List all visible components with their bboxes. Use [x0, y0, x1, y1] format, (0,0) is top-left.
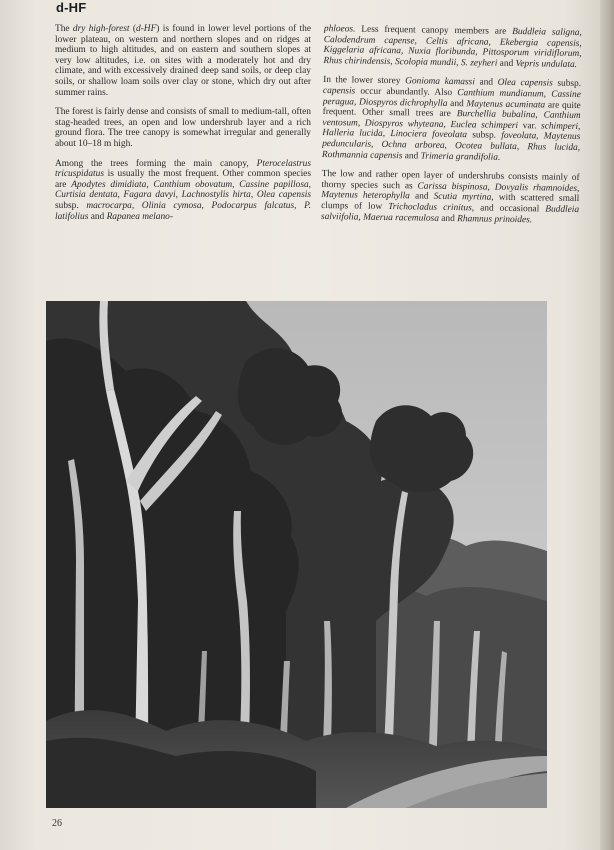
- text-run: The forest is fairly dense and consists of small to medium-tall, often stag-headed trees, an open and low undershrub layer and a rich ground flora. The tree canopy is somewhat irregular and generally about 10–18 m high.: [55, 107, 311, 149]
- text-run: occur abundantly. Also: [355, 86, 458, 99]
- text-run: and: [88, 211, 107, 222]
- text-run: are quite frequent. Other small trees are: [322, 100, 581, 120]
- section-code-heading: d-HF: [56, 0, 87, 15]
- italic-text-run: Vepris undulata.: [515, 58, 578, 70]
- italic-text-run: Maytenus acuminata: [466, 98, 546, 111]
- text-run: , with scattered small clumps of low: [321, 192, 580, 212]
- italic-text-run: Scutia myrtina: [433, 192, 492, 203]
- italic-text-run: Olea capensis: [497, 78, 553, 89]
- italic-text-run: Pterocelastrus tricuspidatus: [55, 158, 311, 180]
- text-run: subsp.: [552, 78, 582, 90]
- italic-text-run: d-HF: [135, 24, 157, 34]
- italic-text-run: phloeos.: [323, 24, 356, 35]
- italic-text-run: macrocarpa, Olinia cymosa, Podocarpus falcatus, P. latifolius: [55, 200, 311, 222]
- text-run: and: [447, 98, 467, 109]
- italic-text-run: Trichocladus crinitus: [388, 201, 472, 214]
- text-run: var.: [518, 120, 542, 132]
- text-column-left: [55, 24, 311, 279]
- paragraph: [55, 159, 311, 223]
- text-run: and: [402, 150, 421, 162]
- paragraph: [321, 169, 580, 226]
- text-run: ) is found in lower level portions of the lower plateau, on western and northern slopes and on ridges at medium to high altitudes, and on eastern and southern slopes at very low altitudes, i.e. on sites with a moderately hot and dry climate, and with excessively drained deep sand soils, or deep clay soils, or shallow loam soils over clay or stone, which dry out after summer rains.: [55, 24, 311, 98]
- italic-text-run: dry high-forest: [72, 24, 130, 34]
- italic-text-run: Buddleia salviifolia, Maerua racemulosa: [320, 204, 580, 224]
- paragraph: [55, 24, 311, 98]
- italic-text-run: capensis: [322, 85, 356, 97]
- italic-text-run: Rapanea melano-: [106, 211, 173, 222]
- text-run: , and occasional: [471, 203, 546, 215]
- page-number: 26: [52, 818, 62, 829]
- text-run: (: [129, 24, 136, 34]
- text-run: The low and rather open layer of undershrubs consists mainly of thorny species such as: [321, 169, 580, 192]
- text-run: and: [409, 191, 434, 203]
- text-run: In the lower storey: [323, 75, 406, 87]
- italic-text-run: foveolata, Maytenus peduncularis, Ochna arborea, Ocotea bullata, Rhus lucida, Rothmannia capensis: [321, 131, 581, 161]
- text-run: and: [438, 213, 458, 224]
- text-run: Less frequent canopy members are: [355, 24, 513, 37]
- italic-text-run: Gonioma kamassi: [405, 76, 475, 88]
- italic-text-run: Carissa bispinosa, Dovyalis rhamnoides, Maytenus heterophylla: [321, 181, 580, 202]
- italic-text-run: Trimeria grandifolia.: [420, 151, 501, 163]
- text-column-right: [320, 24, 582, 293]
- text-run: and: [497, 58, 516, 69]
- text-run: subsp.: [55, 200, 87, 211]
- text-run: subsp.: [466, 130, 502, 142]
- italic-text-run: schimperi, Halleria lucida, Linociera foveolata: [322, 121, 581, 141]
- text-run: and: [474, 77, 498, 89]
- forest-photograph: [46, 301, 547, 808]
- italic-text-run: Apodytes dimidiata, Canthium obovatum, Cassine papillosa, Curtisia dentata, Fagara davyi, Lachnostylis hirta, Olea capensis: [55, 179, 311, 201]
- text-run: The: [55, 24, 73, 34]
- paragraph: [55, 107, 311, 149]
- paragraph: [322, 75, 581, 164]
- italic-text-run: Burchellia bubalina, Canthium ventosum, Diospyros whyteana, Euclea schimperi: [322, 109, 581, 131]
- page-edge: [600, 0, 614, 850]
- text-run: Among the trees forming the main canopy,: [55, 158, 257, 169]
- italic-text-run: Buddleia saligna, Calodendrum capense, Celtis africana, Ekebergia capensis, Kiggelaria africana, Nuxia floribunda, Pittosporum viridiflorum, Rhus chirindensis, Scolopia mundii, S. zeyheri: [323, 26, 582, 69]
- text-run: is usually the most frequent. Other common species are: [55, 169, 311, 190]
- paragraph: [323, 24, 582, 70]
- italic-text-run: Rhamnus prinoides.: [457, 213, 533, 225]
- italic-text-run: Canthium mundianum, Cassine peragua, Diospyros dichrophylla: [322, 88, 581, 109]
